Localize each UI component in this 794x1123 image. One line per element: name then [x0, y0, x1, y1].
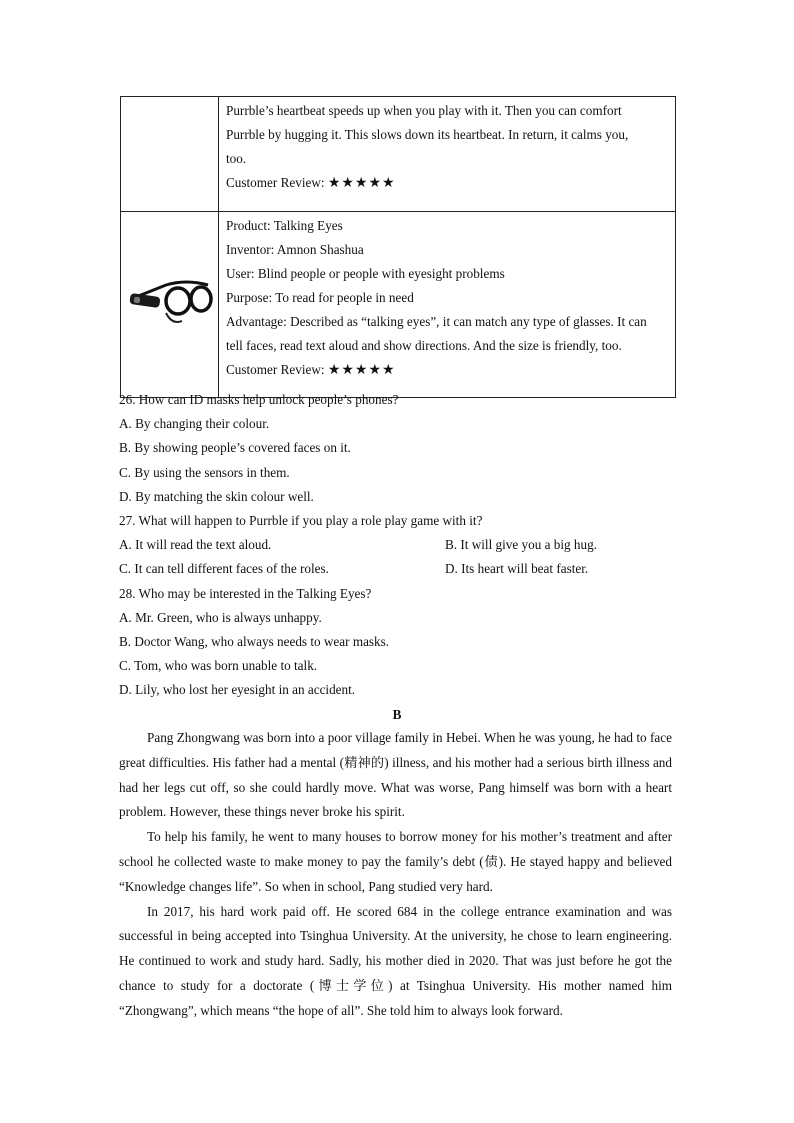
customer-review: [226, 358, 668, 382]
option-d: D. Lily, who lost her eyesight in an accident.: [119, 682, 356, 698]
section-title: B: [392, 707, 402, 722]
passage-paragraph: Pang Zhongwang was born into a poor village family in Hebei. When he was young, he had to face great difficulties. His father had a mental (精神的) illness, and his mother had a serious birth illness and had her legs cut off, so she could hardly move. What was worse, Pang himself was born with a heart problem. However, these things never broke his spirit.: [119, 730, 672, 820]
glasses-icon: [126, 275, 214, 331]
description-line: Purrble’s heartbeat speeds up when you play with it. Then you can comfort: [226, 103, 622, 118]
product-inventor: Inventor: Amnon Shashua: [226, 242, 364, 257]
review-stars: ★★★★★: [327, 362, 396, 378]
question-stem: 27. What will happen to Purrble if you play a role play game with it?: [119, 512, 483, 528]
description-cell: [219, 212, 676, 398]
option-d: D. Its heart will beat faster.: [445, 561, 589, 577]
option-c: C. It can tell different faces of the roles.: [119, 561, 329, 577]
question-stem: 26. How can ID masks help unlock people’s phones?: [119, 392, 399, 407]
question-stem: 28. Who may be interested in the Talking Eyes?: [119, 585, 372, 601]
customer-review: [226, 171, 668, 195]
product-table: [120, 96, 676, 398]
description-line: Purrble by hugging it. This slows down its heartbeat. In return, it calms you,: [226, 127, 629, 142]
table-row: [121, 97, 676, 212]
description-line: too.: [226, 151, 247, 166]
image-cell: [121, 97, 219, 212]
reading-passage: [119, 726, 672, 1024]
option-d: D. By matching the skin colour well.: [119, 488, 314, 504]
option-row: [119, 533, 679, 557]
description-cell: [219, 97, 676, 212]
option-a: A. By changing their colour.: [119, 416, 270, 432]
option-a: A. Mr. Green, who is always unhappy.: [119, 609, 322, 625]
product-purpose: Purpose: To read for people in need: [226, 290, 414, 305]
passage-paragraph: To help his family, he went to many houses to borrow money for his mother’s treatment and after school he collected waste to make money to pay the family’s debt (债). He stayed happy and believed “Knowledge changes life”. So when in school, Pang studied very hard.: [119, 829, 672, 894]
product-user: User: Blind people or people with eyesight problems: [226, 266, 505, 281]
option-c: C. Tom, who was born unable to talk.: [119, 658, 318, 674]
option-c: C. By using the sensors in them.: [119, 464, 290, 480]
review-stars: ★★★★★: [327, 175, 396, 191]
table-row: [121, 212, 676, 398]
option-b: B. Doctor Wang, who always needs to wear masks.: [119, 633, 390, 649]
option-b: B. It will give you a big hug.: [445, 537, 598, 553]
questions-block: [119, 388, 679, 702]
image-cell: [121, 212, 219, 398]
option-a: A. It will read the text aloud.: [119, 537, 272, 553]
product-advantage: tell faces, read text aloud and show directions. And the size is friendly, too.: [226, 338, 622, 353]
review-label: Customer Review:: [226, 362, 325, 377]
option-row: [119, 557, 679, 581]
option-b: B. By showing people’s covered faces on it.: [119, 440, 351, 456]
passage-paragraph: In 2017, his hard work paid off. He scored 684 in the college entrance examination and was successful in being accepted into Tsinghua University. At the university, he chose to learn engineering. He continued to work and study hard. Sadly, his mother died in 2020. That was just before he got the chance to study for a doctorate (博士学位) at Tsinghua University. His mother named him “Zhongwang”, which means “the hope of all”. She told him to always look forward.: [119, 903, 672, 1018]
product-advantage: Advantage: Described as “talking eyes”, it can match any type of glasses. It can: [226, 314, 647, 329]
review-label: Customer Review:: [226, 175, 325, 190]
product-name: Product: Talking Eyes: [226, 218, 343, 233]
